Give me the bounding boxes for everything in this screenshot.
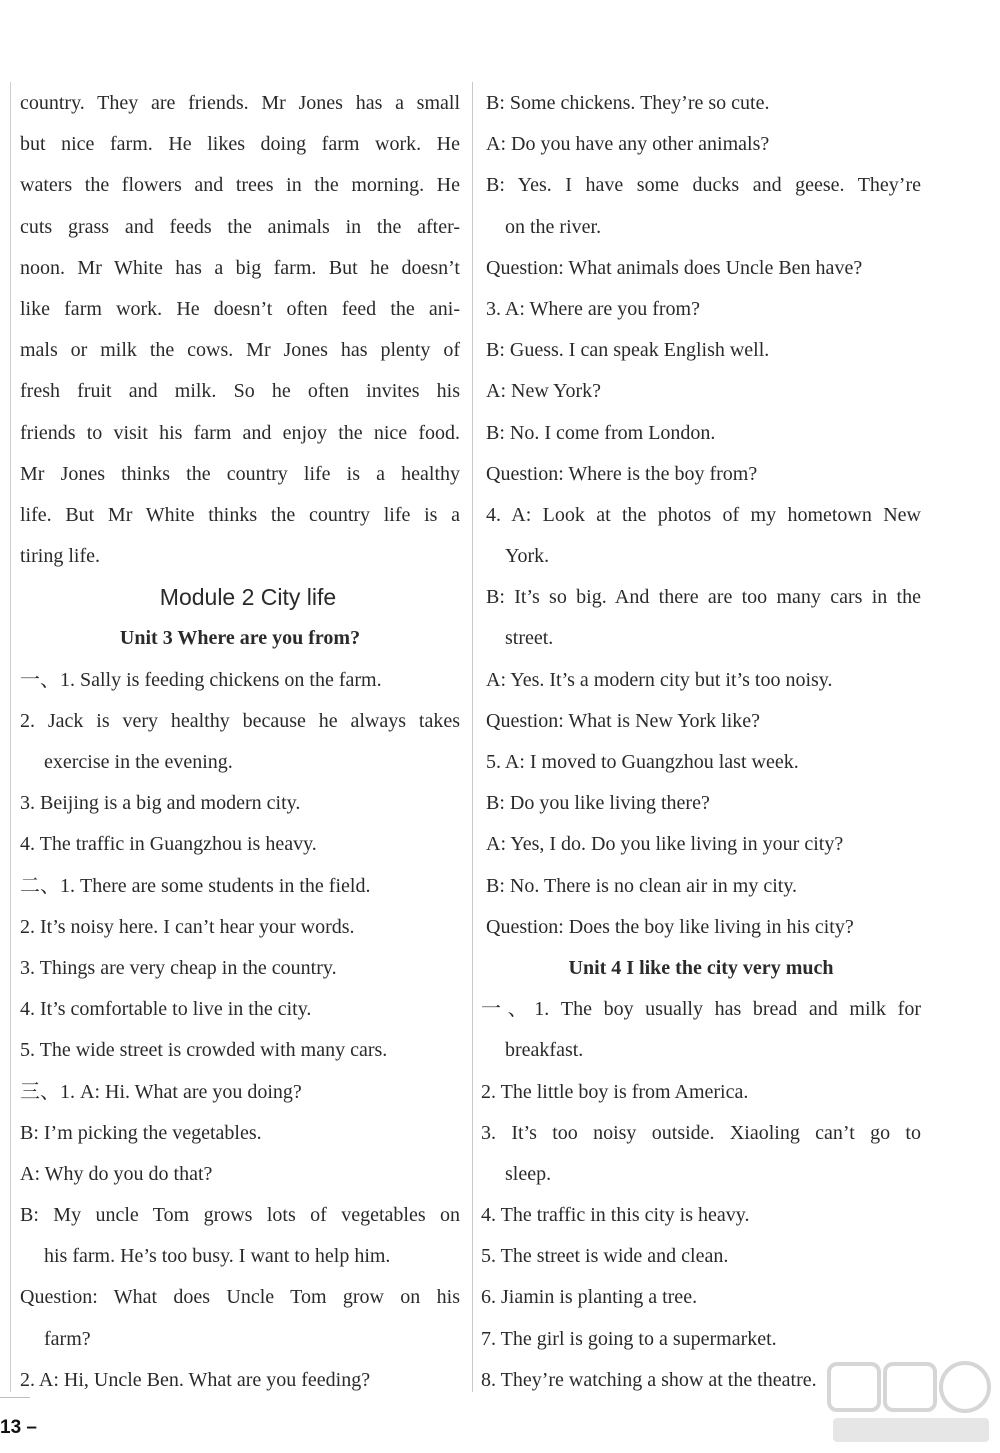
left-column bbox=[20, 83, 460, 1401]
unit4-item: 7. The girl is going to a supermarket. bbox=[481, 1327, 777, 1350]
dialogue-line: Question: Does the boy like living in his city? bbox=[486, 915, 854, 938]
dialogue-line: Question: What is New York like? bbox=[486, 709, 761, 732]
section2-item: 2. It’s noisy here. I can’t hear your words. bbox=[20, 915, 355, 938]
paragraph-line: Mr Jones thinks the country life is a healthy bbox=[20, 462, 460, 485]
unit4-item: 一、1. The boy usually has bread and milk for bbox=[481, 998, 921, 1021]
unit3-title: Unit 3 Where are you from? bbox=[119, 627, 361, 650]
dialogue-line: B: No. There is no clean air in my city. bbox=[486, 874, 798, 897]
unit4-item: 2. The little boy is from America. bbox=[481, 1080, 749, 1103]
section3-item: Question: What does Uncle Tom grow on his bbox=[20, 1286, 460, 1309]
module-title: Module 2 City life bbox=[159, 584, 337, 611]
dialogue-line: B: Guess. I can speak English well. bbox=[486, 339, 770, 362]
section1-item: 4. The traffic in Guangzhou is heavy. bbox=[20, 833, 317, 856]
dialogue-line: B: Do you like living there? bbox=[486, 792, 710, 815]
dialogue-line: 5. A: I moved to Guangzhou last week. bbox=[486, 751, 799, 773]
section2-item: 3. Things are very cheap in the country. bbox=[20, 956, 337, 979]
dialogue-line: 4. A: Look at the photos of my hometown New bbox=[486, 503, 921, 526]
dialogue-line: Question: Where is the boy from? bbox=[486, 462, 758, 485]
unit4-item: breakfast. bbox=[505, 1039, 584, 1062]
unit4-item: 5. The street is wide and clean. bbox=[481, 1245, 729, 1268]
section3-item: 三、1. A: Hi. What are you doing? bbox=[20, 1080, 302, 1103]
paragraph-line: cuts grass and feeds the animals in the after- bbox=[20, 215, 460, 238]
section3-item: 2. A: Hi, Uncle Ben. What are you feeding? bbox=[20, 1368, 371, 1391]
section3-item: B: My uncle Tom grows lots of vegetables on bbox=[20, 1204, 460, 1227]
dialogue-line: A: Do you have any other animals? bbox=[486, 133, 770, 156]
dialogue-line: B: It’s so big. And there are too many cars in the bbox=[486, 586, 921, 609]
column-divider bbox=[472, 82, 473, 1392]
right-column bbox=[481, 83, 921, 1401]
section2-item: 5. The wide street is crowded with many cars. bbox=[20, 1039, 388, 1062]
paragraph-line: like farm work. He doesn’t often feed the ani- bbox=[20, 297, 460, 320]
paragraph-line: friends to visit his farm and enjoy the nice food. bbox=[20, 421, 460, 444]
paragraph-line: life. But Mr White thinks the country life is a bbox=[20, 503, 460, 526]
dialogue-line: B: Yes. I have some ducks and geese. They’re bbox=[486, 174, 921, 197]
dialogue-line: 3. A: Where are you from? bbox=[486, 297, 700, 320]
section3-item: his farm. He’s too busy. I want to help him. bbox=[44, 1245, 391, 1268]
paragraph-line: country. They are friends. Mr Jones has a small bbox=[20, 92, 460, 114]
paragraph-line: waters the flowers and trees in the morning. He bbox=[20, 174, 460, 197]
dialogue-line: B: Some chickens. They’re so cute. bbox=[486, 92, 770, 114]
left-margin-rule bbox=[10, 82, 11, 1392]
section3-item: B: I’m picking the vegetables. bbox=[20, 1121, 262, 1144]
unit4-item: 6. Jiamin is planting a tree. bbox=[481, 1286, 698, 1309]
paragraph-line: noon. Mr White has a big farm. But he doesn’t bbox=[20, 256, 460, 279]
unit4-item: 8. They’re watching a show at the theatre. bbox=[481, 1368, 817, 1391]
watermark-logo-icon bbox=[825, 1360, 997, 1448]
section1-item: exercise in the evening. bbox=[44, 751, 233, 773]
dialogue-line: on the river. bbox=[505, 215, 602, 238]
unit4-item: 4. The traffic in this city is heavy. bbox=[481, 1204, 750, 1227]
dialogue-line: A: Yes. It’s a modern city but it’s too noisy. bbox=[486, 668, 833, 691]
section3-item: A: Why do you do that? bbox=[20, 1162, 213, 1185]
dialogue-line: street. bbox=[505, 627, 554, 650]
section3-item: farm? bbox=[44, 1327, 91, 1350]
unit4-title: Unit 4 I like the city very much bbox=[568, 956, 834, 979]
unit4-item: 3. It’s too noisy outside. Xiaoling can’t go to bbox=[481, 1121, 921, 1144]
dialogue-line: Question: What animals does Uncle Ben have? bbox=[486, 256, 863, 279]
paragraph-line: fresh fruit and milk. So he often invites his bbox=[20, 380, 460, 403]
watermark-logo bbox=[825, 1360, 997, 1448]
section2-item: 二、1. There are some students in the field. bbox=[20, 874, 371, 897]
footer-rule bbox=[0, 1397, 30, 1398]
paragraph-line: but nice farm. He likes doing farm work. He bbox=[20, 133, 460, 156]
section1-item: 2. Jack is very healthy because he always takes bbox=[20, 709, 460, 732]
dialogue-line: York. bbox=[505, 545, 550, 568]
page-number: 13 – bbox=[0, 1417, 37, 1438]
unit4-item: sleep. bbox=[505, 1162, 552, 1185]
paragraph-line: tiring life. bbox=[20, 545, 100, 568]
dialogue-line: B: No. I come from London. bbox=[486, 421, 716, 444]
dialogue-line: A: New York? bbox=[486, 380, 601, 403]
section1-item: 3. Beijing is a big and modern city. bbox=[20, 792, 301, 815]
dialogue-line: A: Yes, I do. Do you like living in your city? bbox=[486, 833, 844, 856]
paragraph-line: mals or milk the cows. Mr Jones has plenty of bbox=[20, 339, 460, 362]
section2-item: 4. It’s comfortable to live in the city. bbox=[20, 998, 312, 1021]
section1-item: 一、1. Sally is feeding chickens on the farm. bbox=[20, 668, 382, 691]
